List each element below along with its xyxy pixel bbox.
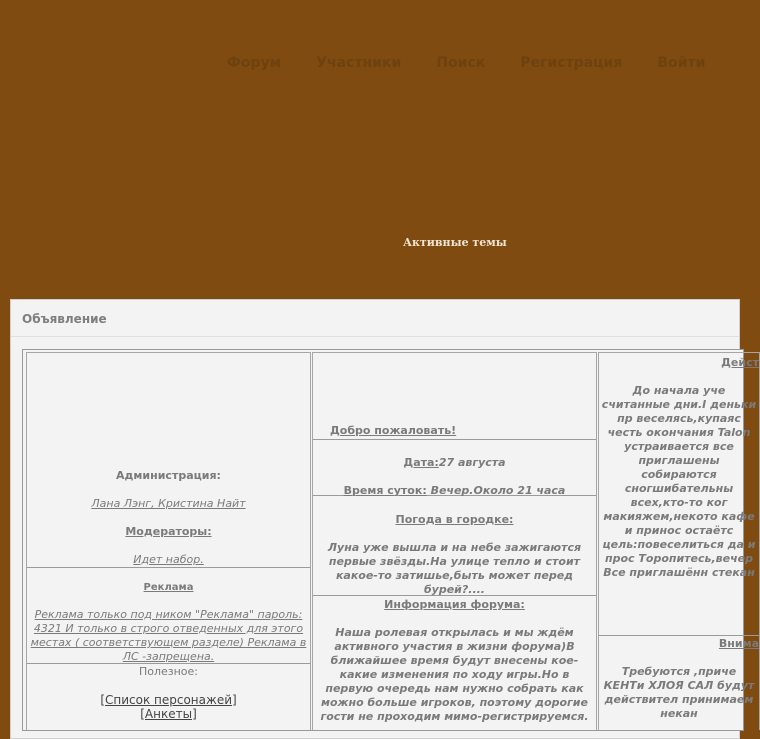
time-row [313,484,596,498]
moderators-value: Идет набор. [133,553,204,566]
active-topics-link[interactable]: Активные темы [403,236,507,249]
nav-register[interactable]: Регистрация [520,55,623,71]
divider [313,595,596,596]
applications-link[interactable]: [Анкеты] [140,707,197,721]
divider [27,567,310,568]
nav-forum[interactable]: Форум [227,55,282,71]
action-text: До начала уче считанные дни.І деньки пр веселясь,купаяс честь окончания Talon устраивается все приглашены собираются сногшибательны всех,кто-то ког макияжем,некото кафе и принос остаётс цель:повеселиться да и прос Торопитесь,вечер Все приглашённ стекан [601,384,757,579]
ads-label[interactable]: Реклама [143,582,194,593]
divider [599,635,759,636]
weather-text: Луна уже вышла и на небе зажигаются первые звёзды.На улице тепло и стоит какое-то затишье,быть может перед бурей?.... [327,541,582,596]
info-column-events [598,352,760,730]
useful-label: Полезное: [138,665,199,678]
welcome-link[interactable]: Добро пожаловать! [330,424,457,437]
admins-label: Администрация: [116,469,221,482]
divider [313,439,596,440]
moderators-label: Модераторы: [125,525,212,538]
weather-label: Погода в городке: [395,513,514,526]
date-value: 27 августа [438,456,506,469]
date-label: Дата: [403,456,439,469]
attention-text: Требуются ,приче КЕНТи ХЛОЯ САЛ будут действител принимаем некан [603,665,755,720]
nav-search[interactable]: Поиск [436,55,486,71]
forum-info-text: Наша ролевая открылась и мы ждём активного участия в жизни форума)В ближайшее время будут внесены кое-какие изменения по ходу игры.Но в первую очередь нам нужно собрать как можно больше игроков, поэтому дорогие гости не проходим мимо-регистрируемся. [320,626,589,723]
action-label: Дейст [721,356,759,369]
time-label: Время суток: [343,484,427,497]
announcement-title: Объявление [22,312,107,326]
nav-members[interactable]: Участники [316,55,402,71]
characters-list-link[interactable]: [Список персонажей] [100,693,237,707]
forum-info-label: Информация форума: [384,598,525,611]
nav-login[interactable]: Войти [657,55,706,71]
main-nav [227,52,705,71]
time-value: Вечер.Около 21 часа [426,484,566,497]
date-row [313,456,596,470]
ads-text: Реклама только под ником "Реклама" пароль: 4321 И только в строго отведенных для этого местах ( соответствующем разделе) Реклама в ЛС -запрещена. [30,608,307,663]
admins-names[interactable]: Лана Лэнг, Кристина Найт [91,497,246,510]
info-column-staff [26,352,311,730]
divider [11,336,739,337]
attention-label: Внима [718,637,759,650]
announcement-table [22,349,759,731]
info-column-world [312,352,597,730]
divider [27,663,310,664]
